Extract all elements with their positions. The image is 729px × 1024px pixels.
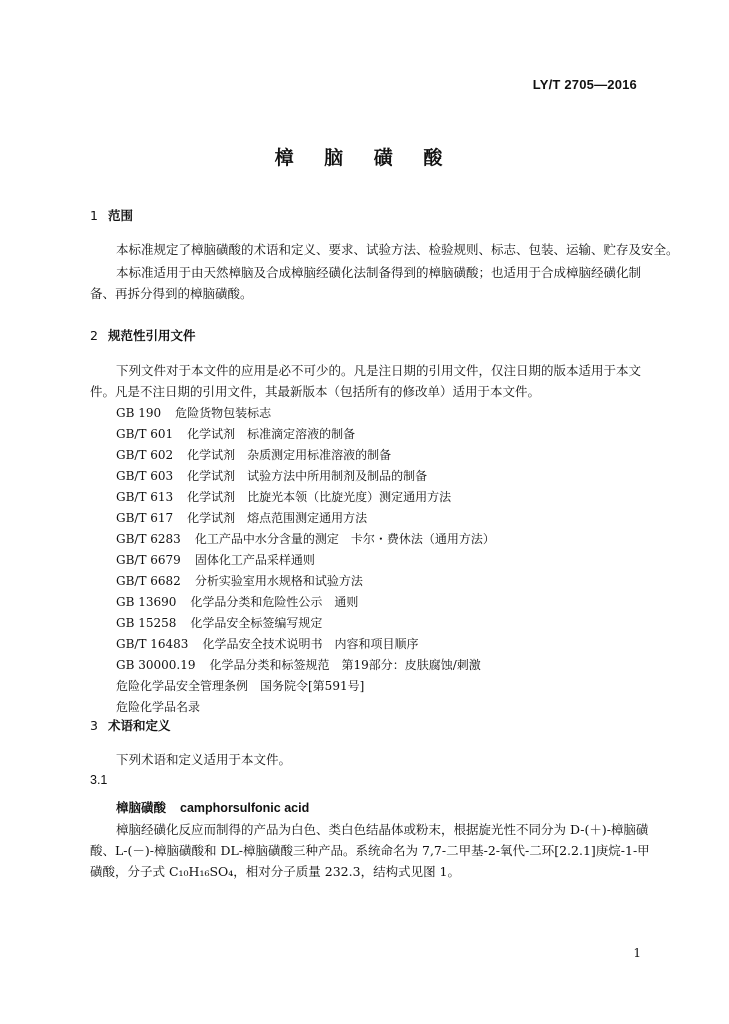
reference-code: GB/T 601: [116, 427, 174, 441]
reference-code: GB/T 6283: [116, 532, 181, 546]
section-1-heading: [90, 206, 133, 224]
section-title: 范围: [108, 208, 134, 223]
section-title: 术语和定义: [108, 718, 171, 733]
reference-item: [116, 488, 451, 505]
reference-title: 固体化工产品采样通则: [194, 553, 315, 567]
reference-item: [116, 446, 391, 463]
reference-code: GB/T 603: [116, 469, 174, 483]
reference-title: 化工产品中水分含量的测定 卡尔・费休法（通用方法）: [194, 532, 495, 546]
reference-title: 化学品安全标签编写规定: [190, 616, 323, 630]
reference-title: 化学试剂 试验方法中所用制剂及制品的制备: [187, 469, 428, 483]
reference-item: [116, 509, 367, 526]
definition-line-3: 磺酸，分子式 C₁₀H₁₆SO₄，相对分子质量 232.3，结构式见图 1。: [90, 864, 460, 879]
term-english: camphorsulfonic acid: [180, 801, 310, 815]
reference-code: GB/T 613: [116, 490, 174, 504]
section-number: 2: [90, 328, 98, 343]
reference-item: [116, 635, 418, 652]
reference-title: 化学试剂 比旋光本领（比旋光度）测定通用方法: [187, 490, 452, 504]
reference-item: [116, 614, 322, 631]
reference-title: 化学品分类和标签规范 第19部分：皮肤腐蚀/刺激: [209, 658, 481, 672]
reference-title: 危险化学品名录: [116, 700, 201, 714]
reference-code: GB 13690: [116, 595, 177, 609]
reference-item: [116, 677, 364, 694]
reference-title: 危险货物包装标志: [175, 406, 272, 420]
section-2-intro-line-1: 下列文件对于本文件的应用是必不可少的。凡是注日期的引用文件，仅注日期的版本适用于本文: [116, 363, 642, 378]
page-number: 1: [633, 946, 641, 960]
reference-item: [116, 425, 355, 442]
reference-title: 危险化学品安全管理条例 国务院令[第591号]: [116, 679, 365, 693]
definition-line-2: 酸、L-(－)-樟脑磺酸和 DL-樟脑磺酸三种产品。系统命名为 7,7-二甲基-2-氧代-二环[2.2.1]庚烷-1-甲: [90, 843, 650, 858]
reference-title: 化学试剂 熔点范围测定通用方法: [187, 511, 368, 525]
reference-title: 化学品分类和危险性公示 通则: [190, 595, 359, 609]
reference-code: GB/T 6682: [116, 574, 181, 588]
section-number: 3: [90, 718, 98, 733]
section-3-intro: 下列术语和定义适用于本文件。: [116, 752, 292, 767]
reference-item: [116, 572, 363, 589]
section-number: 1: [90, 208, 98, 223]
document-number: LY/T 2705—2016: [532, 77, 637, 92]
reference-item: [116, 656, 481, 673]
reference-title: 分析实验室用水规格和试验方法: [194, 574, 363, 588]
reference-code: GB/T 617: [116, 511, 174, 525]
reference-item: [116, 530, 495, 547]
reference-title: 化学试剂 标准滴定溶液的制备: [187, 427, 356, 441]
section-1-paragraph-2-line-2: 备、再拆分得到的樟脑磺酸。: [90, 286, 253, 301]
reference-code: GB 190: [116, 406, 162, 420]
reference-item: [116, 593, 358, 610]
reference-code: GB 15258: [116, 616, 177, 630]
section-2-intro-line-2: 件。凡是不注日期的引用文件，其最新版本（包括所有的修改单）适用于本文件。: [90, 384, 541, 399]
reference-code: GB/T 602: [116, 448, 174, 462]
definition-line-1: 樟脑经磺化反应而制得的产品为白色、类白色结晶体或粉末，根据旋光性不同分为 D-(＋)-樟脑磺: [116, 822, 649, 837]
reference-item: [116, 551, 315, 568]
section-2-heading: [90, 326, 196, 344]
reference-title: 化学品安全技术说明书 内容和项目顺序: [202, 637, 419, 651]
section-1-paragraph-2-line-1: 本标准适用于由天然樟脑及合成樟脑经磺化法制备得到的樟脑磺酸；也适用于合成樟脑经磺化制: [116, 265, 642, 280]
section-title: 规范性引用文件: [108, 328, 196, 343]
subsection-number: 3.1: [90, 773, 108, 787]
reference-item: [116, 467, 427, 484]
reference-title: 化学试剂 杂质测定用标准溶液的制备: [187, 448, 392, 462]
section-1-paragraph-1: 本标准规定了樟脑磺酸的术语和定义、要求、试验方法、检验规则、标志、包装、运输、贮存及安全。: [116, 242, 679, 257]
reference-code: GB/T 6679: [116, 553, 181, 567]
term-entry: [116, 798, 309, 816]
reference-item: [116, 404, 271, 421]
reference-code: GB 30000.19: [116, 658, 196, 672]
reference-item: [116, 698, 200, 715]
reference-code: GB/T 16483: [116, 637, 189, 651]
document-title: 樟 脑 磺 酸: [274, 147, 455, 169]
term-chinese: 樟脑磺酸: [116, 800, 167, 815]
section-3-heading: [90, 716, 171, 734]
